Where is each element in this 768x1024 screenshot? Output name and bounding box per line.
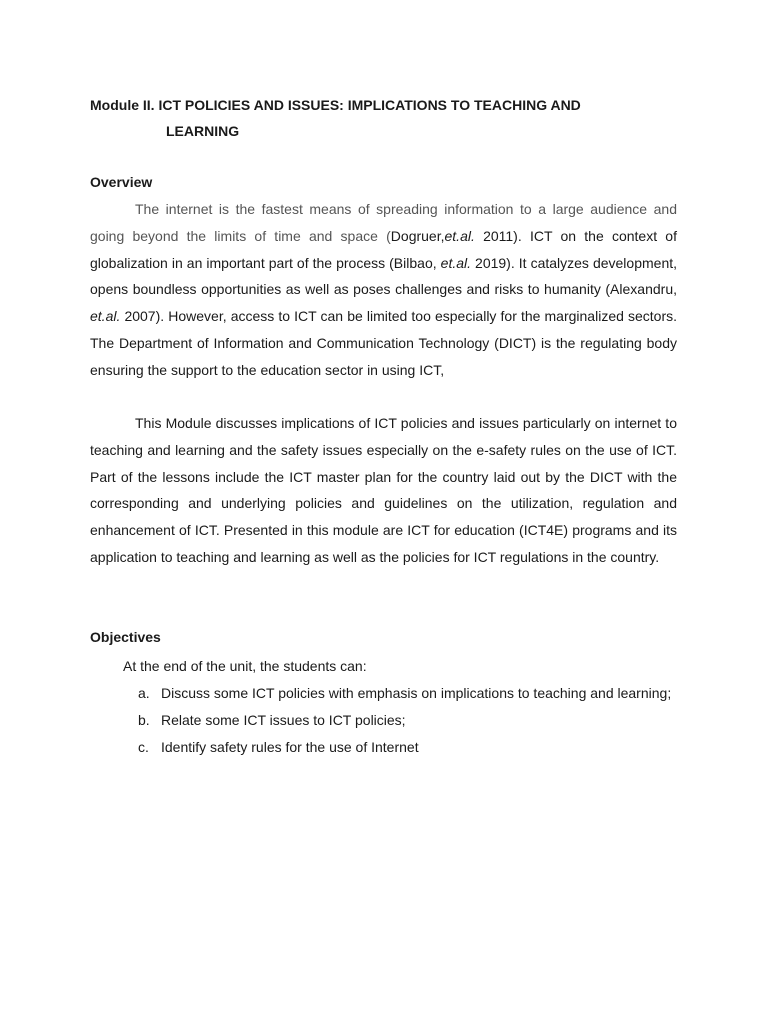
objective-item-c [138, 734, 677, 761]
p1-segment-8: 2007). However, access to ICT can be limited too especially for the marginalized sectors. The Department of Information and Communication Technology (DICT) is the regulating body ensuring the support to the education sector in using ICT, [90, 308, 677, 378]
p1-segment-1: The internet is the fastest means of spreading information to a large audience and going beyond the limits of time and space ( [90, 201, 677, 244]
objective-marker: a. [138, 685, 150, 701]
p1-segment-6: 2019). It catalyzes development, opens boundless opportunities as well as poses challenges and risks to humanity (Alexandru, [90, 254, 678, 298]
objective-text: Identify safety rules for the use of Internet [161, 738, 419, 755]
p1-segment-5: et.al. [440, 254, 472, 271]
objectives-list [138, 680, 677, 760]
p1-segment-4: 2011). ICT on the context of globalization in an important part of the process (Bilbao, [90, 227, 677, 271]
overview-heading: Overview [90, 174, 153, 190]
objective-text: Relate some ICT issues to ICT policies; [161, 711, 406, 728]
module-title-line-2: LEARNING [166, 123, 240, 139]
objective-item-a [138, 680, 677, 707]
objective-marker: c. [138, 738, 149, 755]
p1-segment-3: et.al. [444, 227, 475, 244]
module-title [90, 92, 650, 144]
objective-text: Discuss some ICT policies with emphasis on implications to teaching and learning; [161, 685, 672, 701]
objectives-intro: At the end of the unit, the students can: [123, 658, 367, 674]
objective-item-b [138, 707, 677, 734]
overview-paragraph-1 [90, 196, 677, 384]
p1-segment-7: et.al. [90, 308, 121, 325]
overview-paragraph-2: This Module discusses implications of ICT policies and issues particularly on internet to teaching and learning and the safety issues especially on the e-safety rules on the use of ICT. Part of the lessons include the ICT master plan for the country laid out by the DICT with the corresponding and underlying policies and guidelines on the utilization, regulation and enhancement of ICT. Presented in this module are ICT for education (ICT4E) programs and its application to teaching and learning as well as the policies for ICT regulations in the country. [90, 415, 677, 565]
module-title-line-1: Module II. ICT POLICIES AND ISSUES: IMPLICATIONS TO TEACHING AND [90, 97, 581, 113]
objectives-heading: Objectives [90, 629, 161, 645]
objective-marker: b. [138, 711, 150, 728]
p1-segment-2: Dogruer, [390, 227, 445, 244]
